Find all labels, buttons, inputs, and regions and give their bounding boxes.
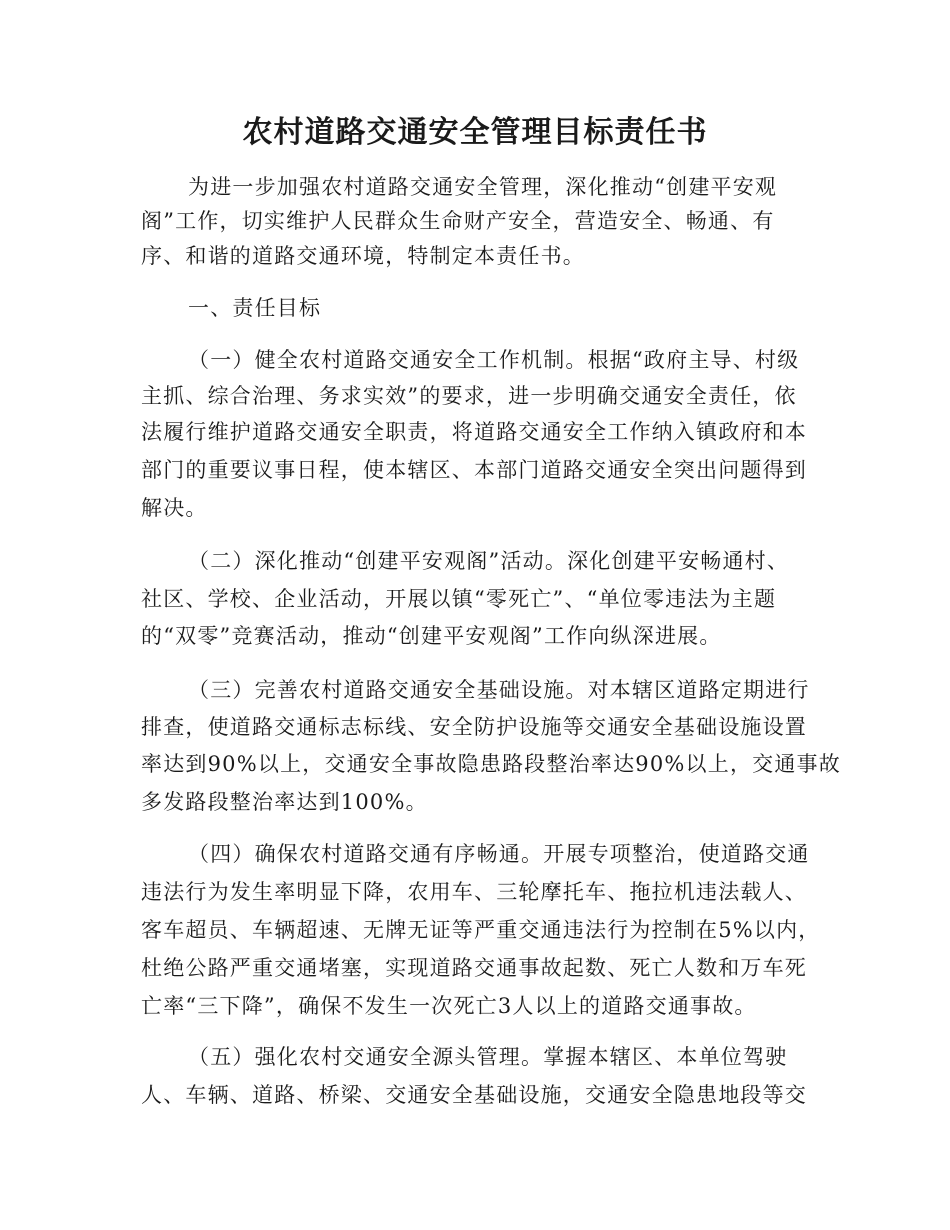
item-4-line-4: 杜绝公路严重交通堵塞，实现道路交通事故起数、死亡人数和万车死 bbox=[141, 956, 807, 980]
item-1-line-4: 部门的重要议事日程，使本辖区、本部门道路交通安全突出问题得到 bbox=[141, 458, 807, 482]
item-1-line-1: （一）健全农村道路交通安全工作机制。根据“政府主导、村级 bbox=[188, 348, 800, 372]
item-1-line-5: 解决。 bbox=[141, 496, 208, 520]
item-3-line-3: 率达到90%以上，交通安全事故隐患路段整治率达90%以上，交通事故 bbox=[141, 752, 841, 776]
item-4-line-3: 客车超员、车辆超速、无牌无证等严重交通违法行为控制在5%以内， bbox=[141, 918, 821, 942]
item-5-line-1: （五）强化农村交通安全源头管理。掌握本辖区、本单位驾驶 bbox=[188, 1045, 788, 1069]
paragraph-preamble-line-2: 阁”工作，切实维护人民群众生命财产安全，营造安全、畅通、有 bbox=[141, 209, 775, 233]
section-heading-responsibility-goals: 一、责任目标 bbox=[188, 296, 322, 320]
document-title: 农村道路交通安全管理目标责任书 bbox=[242, 115, 708, 150]
item-4-line-1: （四）确保农村道路交通有序畅通。开展专项整治，使道路交通 bbox=[188, 842, 810, 866]
item-2-line-2: 社区、学校、企业活动，开展以镇“零死亡”、“单位零违法为主题 bbox=[141, 587, 777, 611]
item-2-line-3: 的“双零”竞赛活动，推动“创建平安观阁”工作向纵深进展。 bbox=[141, 624, 722, 648]
item-4-line-5: 亡率“三下降”，确保不发生一次死亡3人以上的道路交通事故。 bbox=[141, 994, 757, 1018]
item-3-line-4: 多发路段整治率达到100%。 bbox=[141, 790, 428, 814]
paragraph-preamble-line-1: 为进一步加强农村道路交通安全管理，深化推动“创建平安观 bbox=[188, 175, 778, 199]
item-2-line-1: （二）深化推动“创建平安观阁”活动。深化创建平安畅通村、 bbox=[188, 549, 790, 573]
item-1-line-2: 主抓、综合治理、务求实效”的要求，进一步明确交通安全责任，依 bbox=[141, 384, 797, 408]
paragraph-preamble-line-3: 序、和谐的道路交通环境，特制定本责任书。 bbox=[141, 244, 585, 268]
item-1-line-3: 法履行维护道路交通安全职责，将道路交通安全工作纳入镇政府和本 bbox=[141, 420, 807, 444]
item-5-line-2: 人、车辆、道路、桥梁、交通安全基础设施，交通安全隐患地段等交 bbox=[141, 1083, 807, 1107]
item-4-line-2: 违法行为发生率明显下降，农用车、三轮摩托车、拖拉机违法载人、 bbox=[141, 880, 807, 904]
item-3-line-2: 排查，使道路交通标志标线、安全防护设施等交通安全基础设施设置 bbox=[141, 715, 807, 739]
item-3-line-1: （三）完善农村道路交通安全基础设施。对本辖区道路定期进行 bbox=[188, 678, 810, 702]
